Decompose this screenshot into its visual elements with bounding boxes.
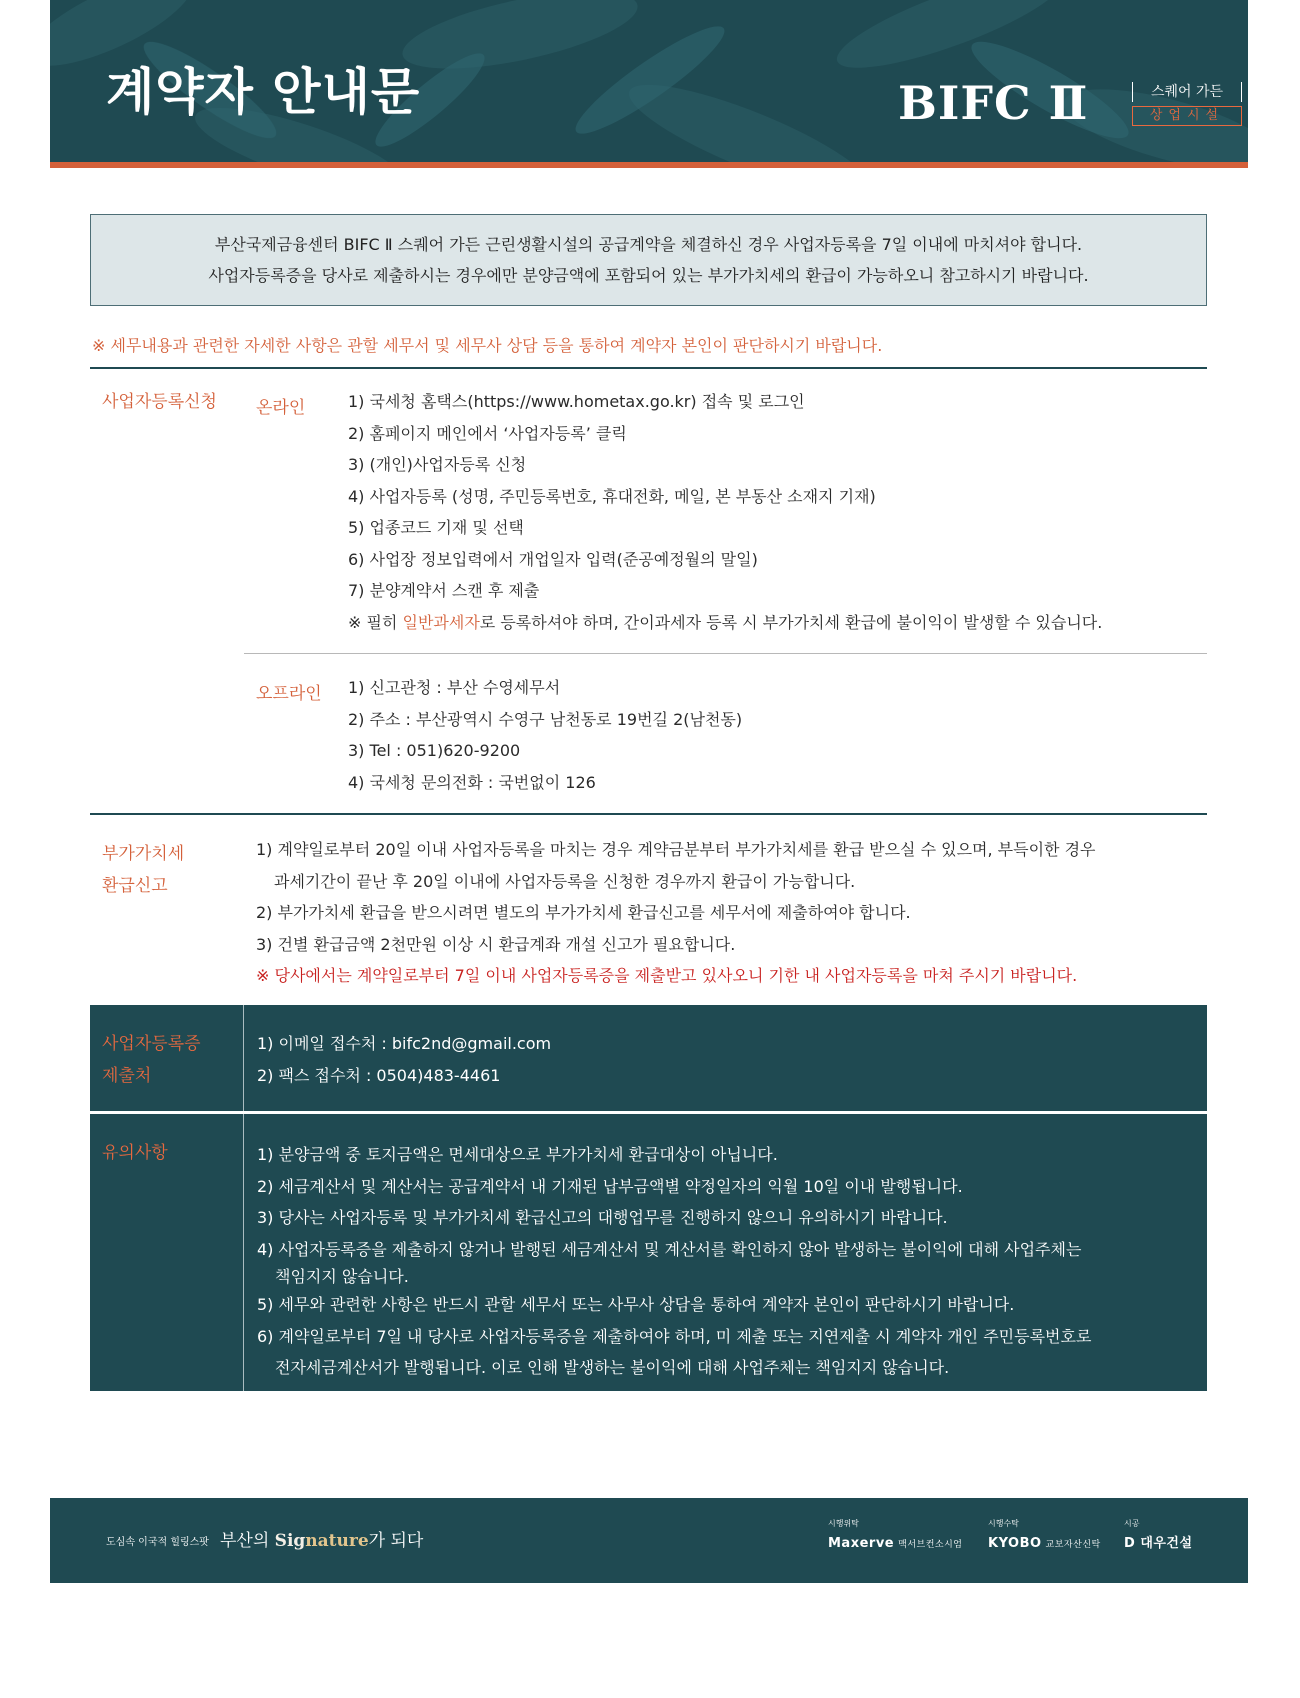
cautions-category: 유의사항: [102, 1143, 168, 1163]
online-step: 1) 국세청 홈택스(https://www.hometax.go.kr) 접속 및 로그인: [348, 392, 805, 411]
header-accent-line: [50, 162, 1248, 168]
cautions-items: [257, 1139, 1091, 1384]
online-step: 2) 홈페이지 메인에서 ‘사업자등록’ 클릭: [348, 423, 627, 443]
footer-tagline: 도심속 이국적 힐링스팟: [106, 1537, 209, 1548]
caution-item-cont: 책임지지 않습니다.: [275, 1267, 409, 1286]
online-steps: [348, 386, 1102, 638]
vat-item: 2) 부가가치세 환급을 받으시려면 별도의 부가가치세 환급신고를 세무서에 제출하여야 합니다.: [256, 903, 911, 922]
online-step: 7) 분양계약서 스캔 후 제출: [348, 581, 540, 600]
company-kyobo: 시행수탁 KYOBO 교보자산신탁: [988, 1519, 1101, 1551]
brand-sub-square-garden: 스퀘어 가든: [1132, 82, 1242, 102]
footer-banner: [50, 1498, 1248, 1583]
vat-category: 부가가치세 환급신고: [102, 844, 185, 896]
online-step: 6) 사업장 정보입력에서 개업일자 입력(준공예정월의 말일): [348, 549, 758, 569]
brand-subtitle: [1132, 82, 1242, 126]
vat-deadline-note: ※ 당사에서는 계약일로부터 7일 이내 사업자등록증을 제출받고 있사오니 기한 내 사업자등록을 마쳐 주시기 바랍니다.: [256, 966, 1078, 985]
vat-items: [256, 834, 1096, 992]
online-step: 4) 사업자등록 (성명, 주민등록번호, 휴대전화, 메일, 본 부동산 소재지 기재): [348, 486, 876, 506]
tax-warning: ※ 세무내용과 관련한 자세한 사항은 관할 세무서 및 세무사 상담 등을 통하여 계약자 본인이 판단하시기 바랍니다.: [92, 336, 883, 355]
section-divider: [90, 813, 1207, 815]
footer-slogan: 부산의 Signature가 되다: [220, 1531, 424, 1551]
column-divider: [243, 1005, 244, 1111]
caution-item: 1) 분양금액 중 토지금액은 면세대상으로 부가가치세 환급대상이 아닙니다.: [257, 1145, 778, 1164]
online-note: ※ 필히 일반과세자로 등록하셔야 하며, 간이과세자 등록 시 부가가치세 환급에 불이익이 발생할 수 있습니다.: [348, 612, 1103, 632]
general-taxpayer-highlight: 일반과세자: [402, 612, 480, 632]
email-contact[interactable]: 1) 이메일 접수처 : bifc2nd@gmail.com: [257, 1034, 552, 1053]
online-step: 3) (개인)사업자등록 신청: [348, 455, 527, 474]
company-maxerve: 시행위탁 Maxerve 맥서브컨소시엄: [828, 1519, 963, 1551]
online-offline-divider: [244, 653, 1207, 654]
header-banner: [50, 0, 1248, 168]
offline-item: 3) Tel : 051)620-9200: [348, 741, 521, 760]
submission-category: 사업자등록증 제출처: [102, 1034, 201, 1086]
caution-item: 2) 세금계산서 및 계산서는 공급계약서 내 기재된 납부금액별 약정일자의 익월 10일 이내 발행됩니다.: [257, 1176, 963, 1196]
offline-label: 오프라인: [256, 684, 322, 704]
online-label: 온라인: [256, 398, 306, 418]
submission-items: [257, 1028, 551, 1091]
company-daewoo: 시공 D 대우건설: [1124, 1519, 1193, 1551]
offline-item: 4) 국세청 문의전화 : 국번없이 126: [348, 772, 596, 792]
registration-category: 사업자등록신청: [102, 392, 217, 412]
fax-contact: 2) 팩스 접수처 : 0504)483-4461: [257, 1065, 501, 1085]
online-step: 5) 업종코드 기재 및 선택: [348, 518, 524, 537]
caution-item: 3) 당사는 사업자등록 및 부가가치세 환급신고의 대행업무를 진행하지 않으니 유의하시기 바랍니다.: [257, 1208, 948, 1227]
submission-panel: [90, 1005, 1207, 1111]
caution-item: 6) 계약일로부터 7일 내 당사로 사업자등록증을 제출하여야 하며, 미 제출 또는 지연제출 시 계약자 개인 주민등록번호로: [257, 1326, 1092, 1346]
vat-item: 3) 건별 환급금액 2천만원 이상 시 환급계좌 개설 신고가 필요합니다.: [256, 934, 736, 954]
section-divider: [90, 367, 1207, 369]
notice-box: [90, 214, 1207, 306]
offline-item: 1) 신고관청 : 부산 수영세무서: [348, 678, 561, 697]
caution-item: 5) 세무와 관련한 사항은 반드시 관할 세무서 또는 사무사 상담을 통하여 계약자 본인이 판단하시기 바랍니다.: [257, 1295, 1015, 1314]
cautions-panel: [90, 1114, 1207, 1391]
offline-item: 2) 주소 : 부산광역시 수영구 남천동로 19번길 2(남천동): [348, 709, 743, 729]
caution-item: 4) 사업자등록증을 제출하지 않거나 발행된 세금계산서 및 계산서를 확인하지 않아 발생하는 불이익에 대해 사업주체는: [257, 1239, 1082, 1259]
notice-line-1: 부산국제금융센터 BIFC Ⅱ 스퀘어 가든 근린생활시설의 공급계약을 체결하신 경우 사업자등록을 7일 이내에 마치셔야 합니다.: [214, 235, 1083, 254]
notice-line-2: 사업자등록증을 당사로 제출하시는 경우에만 분양금액에 포함되어 있는 부가가치세의 환급이 가능하오니 참고하시기 바랍니다.: [208, 266, 1089, 285]
offline-info: [348, 672, 742, 798]
brand-logo-text: BIFC Ⅱ: [898, 76, 1089, 130]
vat-item-cont: 과세기간이 끝난 후 20일 이내에 사업자등록을 신청한 경우까지 환급이 가능합니다.: [274, 871, 856, 891]
vat-item: 1) 계약일로부터 20일 이내 사업자등록을 마치는 경우 계약금분부터 부가가치세를 환급 받으실 수 있으며, 부득이한 경우: [256, 840, 1096, 859]
page-title: 계약자 안내문: [106, 63, 421, 121]
column-divider: [243, 1114, 244, 1391]
brand-sub-commercial: 상업시설: [1132, 106, 1242, 126]
caution-item-cont: 전자세금계산서가 발행됩니다. 이로 인해 발생하는 불이익에 대해 사업주체는 책임지지 않습니다.: [275, 1358, 950, 1377]
